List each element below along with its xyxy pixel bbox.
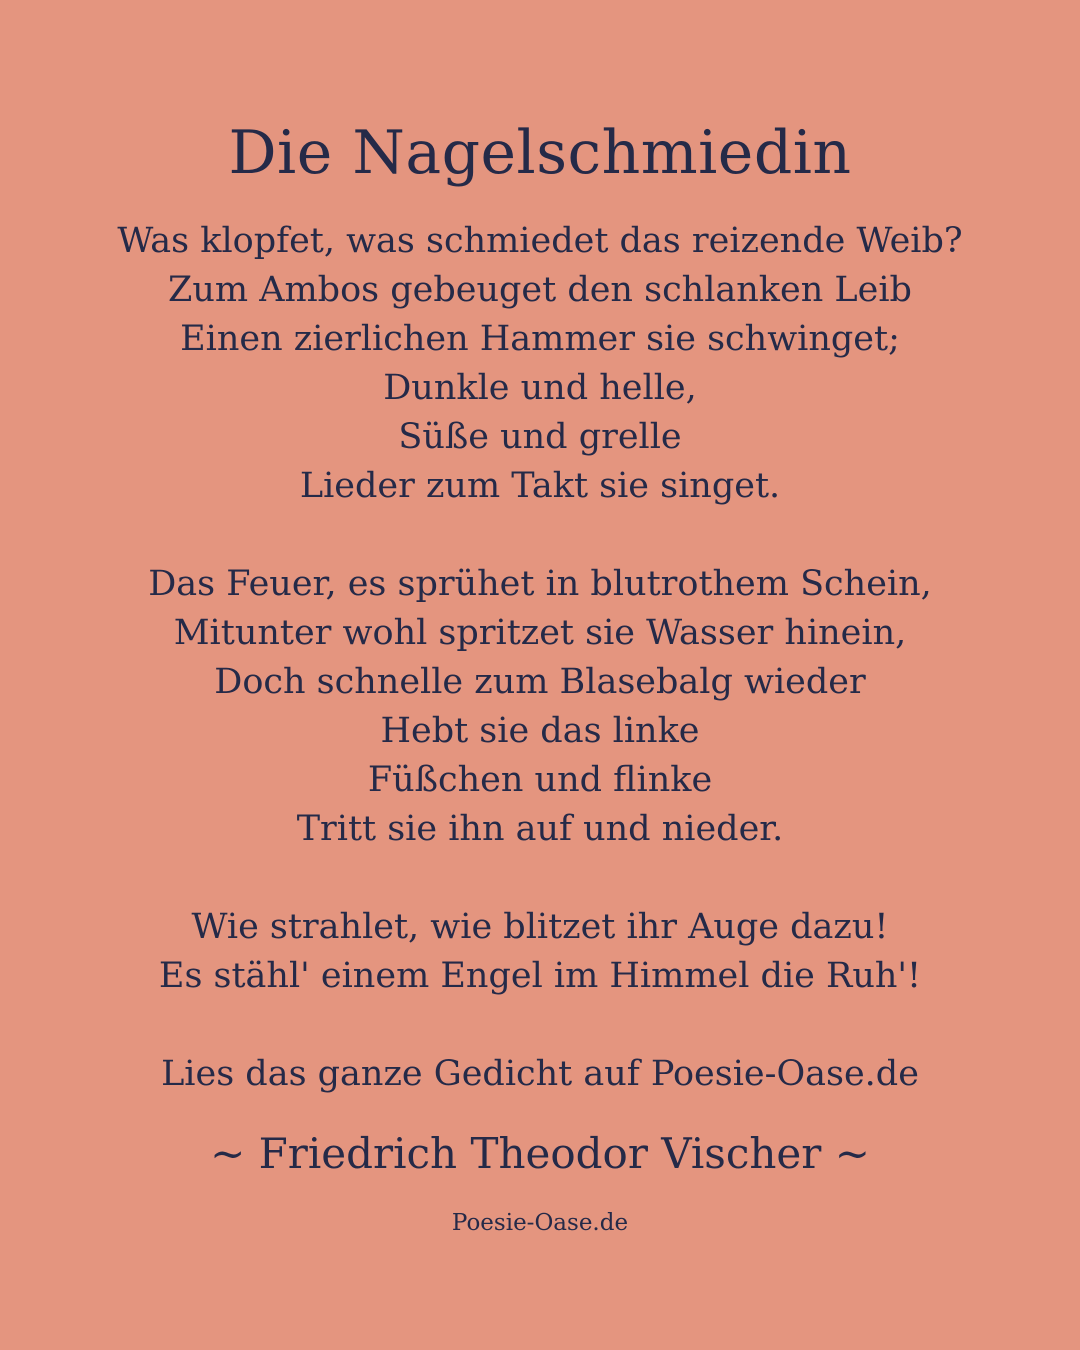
poem-body: [0, 217, 1080, 1050]
read-more-text: Lies das ganze Gedicht auf Poesie-Oase.de: [161, 1054, 919, 1094]
poem-line: Süße und grelle: [398, 417, 682, 457]
poem-line: Es stähl' einem Engel im Himmel die Ruh'!: [158, 956, 922, 996]
poem-title: Die Nagelschmiedin: [228, 118, 852, 188]
poem-line: Lieder zum Takt sie singet.: [299, 466, 781, 506]
stanza-2: [0, 560, 1080, 854]
poem-line: Was klopfet, was schmiedet das reizende Weib?: [117, 221, 963, 261]
poem-line: Wie strahlet, wie blitzet ihr Auge dazu!: [191, 907, 889, 947]
poem-line: Tritt sie ihn auf und nieder.: [296, 809, 784, 849]
poem-line: Mitunter wohl spritzet sie Wasser hinein,: [173, 613, 907, 653]
poem-line: Doch schnelle zum Blasebalg wieder: [214, 662, 866, 702]
poem-line: Hebt sie das linke: [380, 711, 700, 751]
poem-line: Dunkle und helle,: [383, 368, 697, 408]
poem-line: Einen zierlichen Hammer sie schwinget;: [180, 319, 900, 359]
poem-line: Füßchen und flinke: [367, 760, 713, 800]
stanza-1: [0, 217, 1080, 511]
poem-line: Zum Ambos gebeuget den schlanken Leib: [168, 270, 912, 310]
author-name: ~ Friedrich Theodor Vischer ~: [210, 1129, 870, 1178]
stanza-3: [0, 903, 1080, 1001]
poem-line: Das Feuer, es sprühet in blutrothem Schein,: [148, 564, 932, 604]
source-site: Poesie-Oase.de: [451, 1210, 629, 1236]
